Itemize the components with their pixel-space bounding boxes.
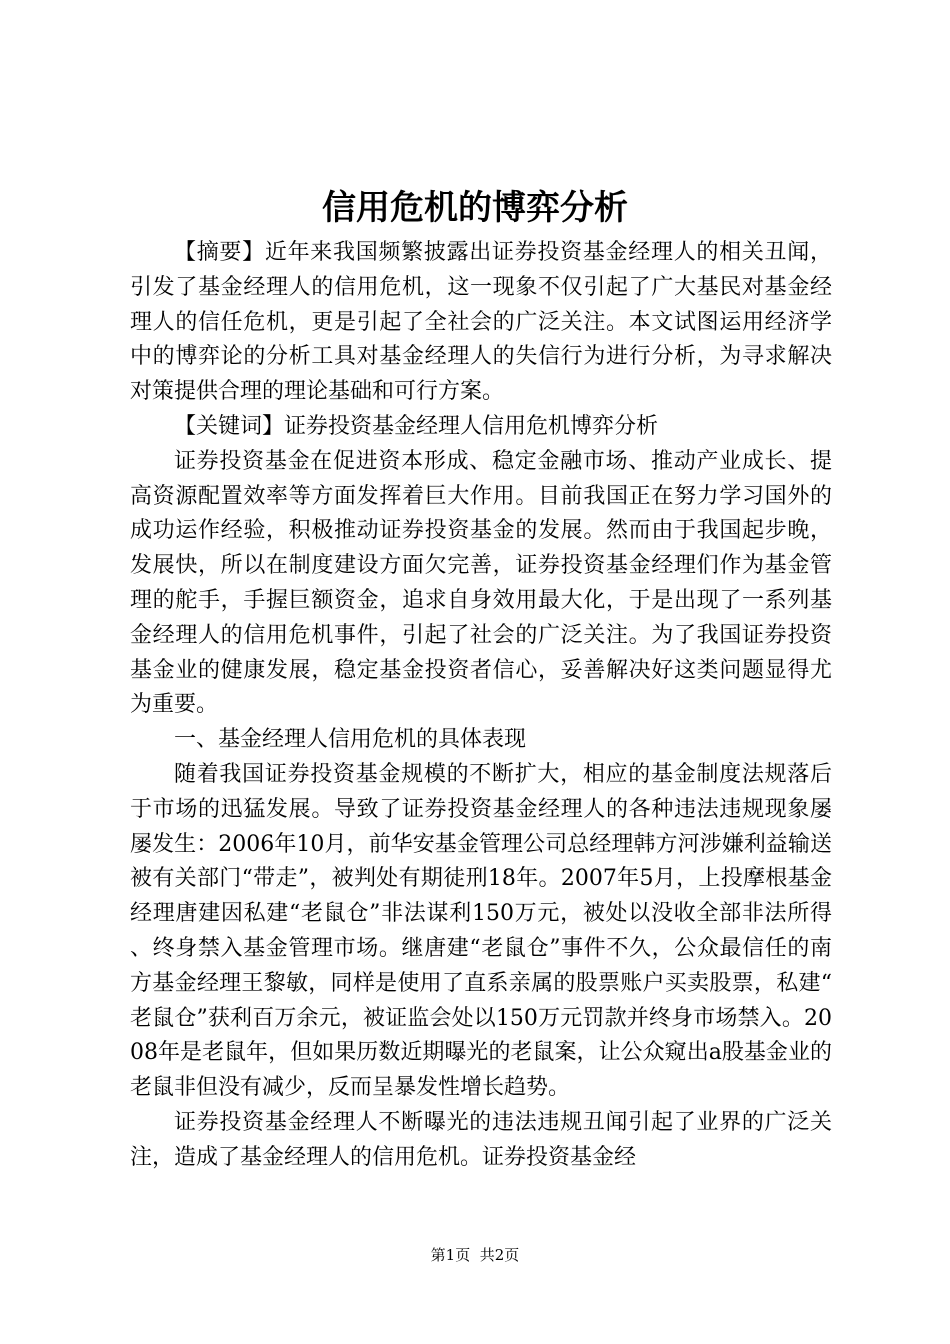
keywords-paragraph: 【关键词】证券投资基金经理人信用危机博弈分析: [174, 413, 659, 439]
section-heading: 一、基金经理人信用危机的具体表现: [174, 727, 527, 753]
intro-paragraph: 证券投资基金在促进资本形成、稳定金融市场、推动产业成长、提高资源配置效率等方面发挥着巨大作用。目前我国正在努力学习国外的成功运作经验，积极推动证券投资基金的发展。然而由于我国起步晚，发展快，所以在制度建设方面欠完善，证券投资基金经理们作为基金管理的舵手，手握巨额资金，追求自身效用最大化，于是出现了一系列基金经理人的信用危机事件，引起了社会的广泛关注。为了我国证券投资基金业的健康发展，稳定基金投资者信心，妥善解决好这类问题显得尤为重要。: [130, 448, 832, 718]
document-body: [130, 236, 832, 1176]
page-footer: [0, 1244, 950, 1266]
document-title: 信用危机的博弈分析: [322, 188, 628, 228]
footer-separator: [470, 1246, 480, 1264]
page-number: 第1页: [430, 1246, 471, 1264]
page-total: 共2页: [479, 1246, 520, 1264]
body-paragraph: 证券投资基金经理人不断曝光的违法违规丑闻引起了业界的广泛关注，造成了基金经理人的信用危机。证券投资基金经: [130, 1109, 832, 1170]
abstract-paragraph: 【摘要】近年来我国频繁披露出证券投资基金经理人的相关丑闻，引发了基金经理人的信用危机，这一现象不仅引起了广大基民对基金经理人的信任危机，更是引起了全社会的广泛关注。本文试图运用经济学中的博弈论的分析工具对基金经理人的失信行为进行分析，为寻求解决对策提供合理的理论基础和可行方案。: [130, 240, 832, 405]
body-paragraph: 随着我国证券投资基金规模的不断扩大，相应的基金制度法规落后于市场的迅猛发展。导致了证券投资基金经理人的各种违法违规现象屡屡发生：2006年10月，前华安基金管理公司总经理韩方河涉嫌利益输送被有关部门“带走”，被判处有期徒刑18年。2007年5月，上投摩根基金经理唐建因私建“老鼠仓”非法谋利150万元，被处以没收全部非法所得、终身禁入基金管理市场。继唐建“老鼠仓”事件不久，公众最信任的南方基金经理王黎敏，同样是使用了直系亲属的股票账户买卖股票，私建“老鼠仓”获利百万余元，被证监会处以150万元罚款并终身市场禁入。2008年是老鼠年，但如果历数近期曝光的老鼠案，让公众窥出a股基金业的老鼠非但没有减少，反而呈暴发性增长趋势。: [130, 761, 832, 1101]
